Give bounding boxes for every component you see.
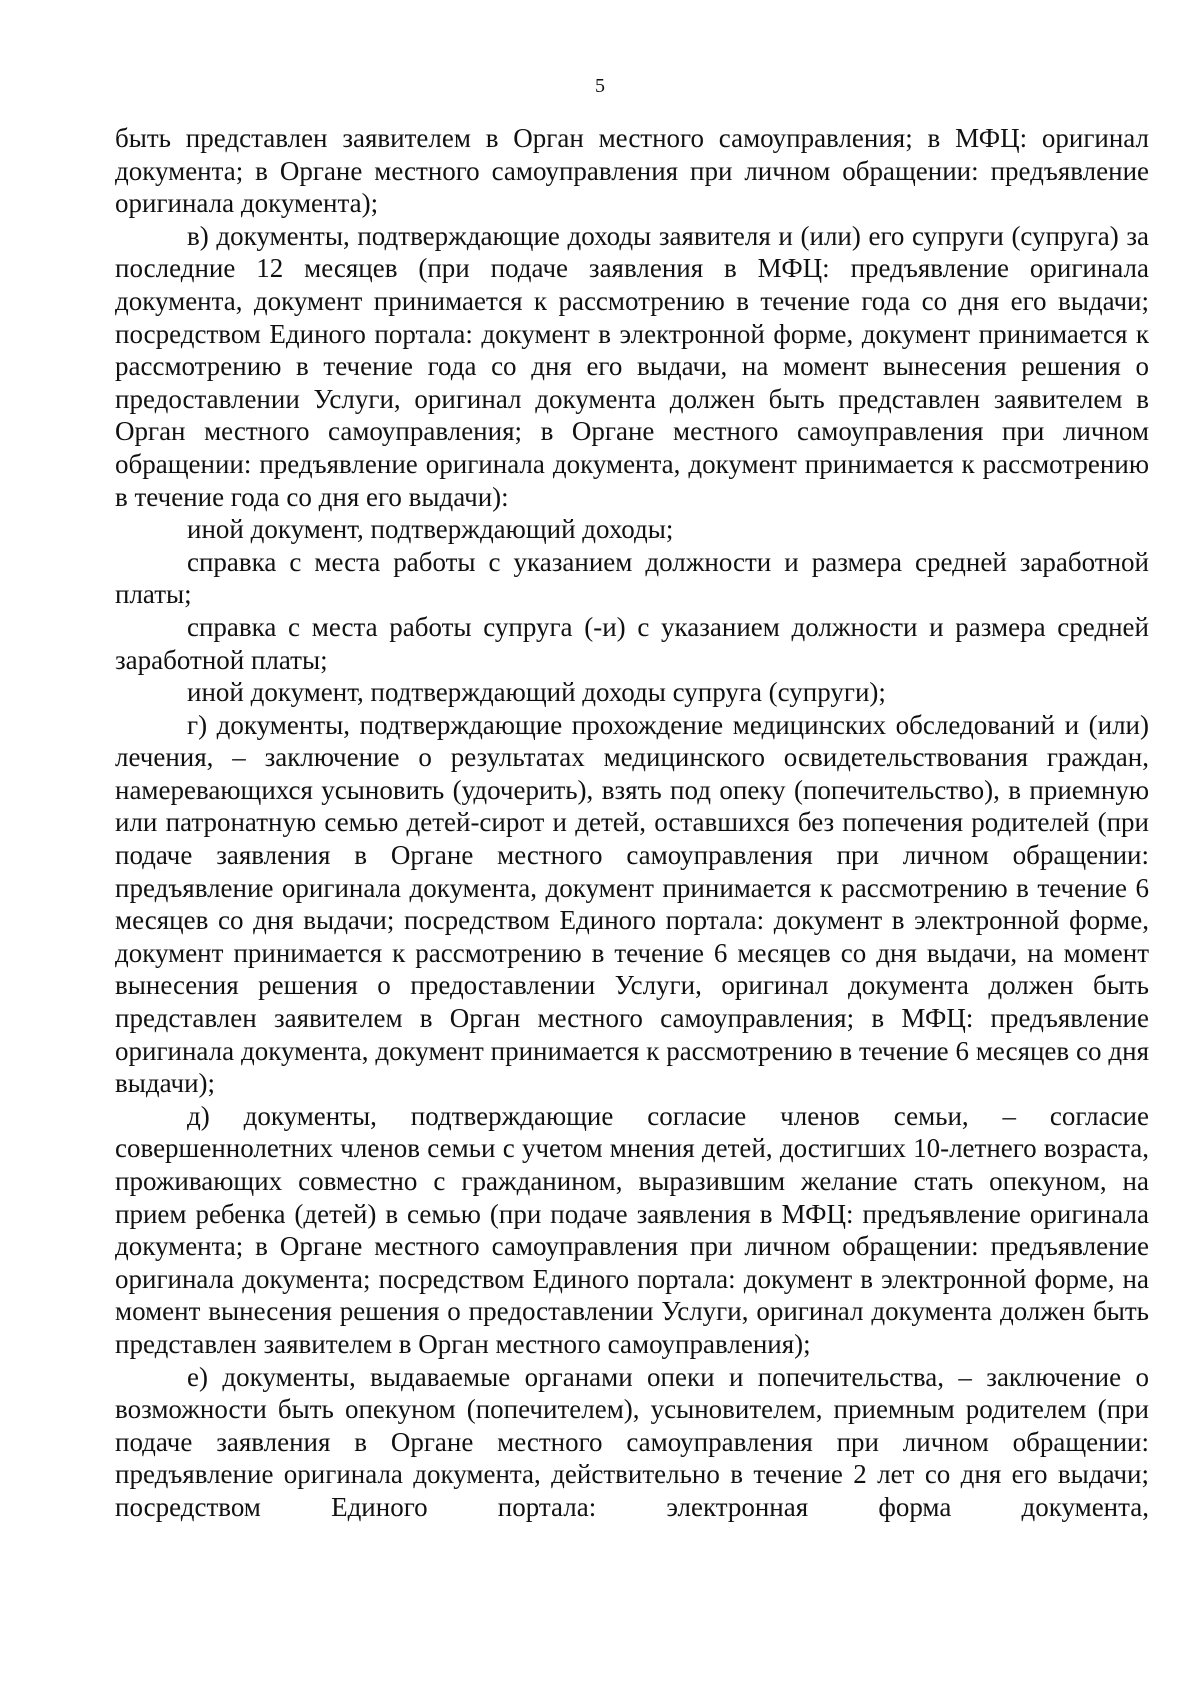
paragraph-guardianship-documents: е) документы, выдаваемые органами опеки и попечительства, – заключение о возможности быть опекуном (попечителем), усыновителем, приемным родителем (при подаче заявления в Органе местного самоуправления при личном обращении: предъявление оригинала документа, действительно в течение 2 лет со дня его выдачи; посредством Единого портала: электронная форма документа,: [115, 1361, 1149, 1522]
document-body: [115, 122, 1149, 1524]
page-number: 5: [595, 75, 605, 97]
paragraph-spouse-income-document: иной документ, подтверждающий доходы супруга (супруги);: [187, 677, 886, 708]
paragraph-medical-documents: г) документы, подтверждающие прохождение медицинских обследований и (или) лечения, – заключение о результатах медицинского освидетельствования граждан, намеревающихся усыновить (удочерить), взять под опеку (попечительство), в приемную или патронатную семью детей-сирот и детей, оставшихся без попечения родителей (при подаче заявления в Органе местного самоуправления при личном обращении: предъявление оригинала документа, документ принимается к рассмотрению в течение 6 месяцев со дня выдачи; посредством Единого портала: документ в электронной форме, документ принимается к рассмотрению в течение 6 месяцев со дня выдачи, на момент вынесения решения о предоставлении Услуги, оригинал документа должен быть представлен заявителем в Орган местного самоуправления; в МФЦ: предъявление оригинала документа, документ принимается к рассмотрению в течение 6 месяцев со дня выдачи);: [115, 709, 1149, 1099]
paragraph-income-documents: в) документы, подтверждающие доходы заявителя и (или) его супруги (супруга) за последние 12 месяцев (при подаче заявления в МФЦ: предъявление оригинала документа, документ принимается к рассмотрению в течение года со дня его выдачи; посредством Единого портала: документ в электронной форме, документ принимается к рассмотрению в течение года со дня его выдачи, на момент вынесения решения о предоставлении Услуги, оригинал документа должен быть представлен заявителем в Орган местного самоуправления; в Органе местного самоуправления при личном обращении: предъявление оригинала документа, документ принимается к рассмотрению в течение года со дня его выдачи):: [115, 220, 1149, 512]
paragraph-spouse-employment-certificate: справка с места работы супруга (-и) с указанием должности и размера средней заработной платы;: [115, 611, 1149, 675]
paragraph-employment-certificate: справка с места работы с указанием должности и размера средней заработной платы;: [115, 546, 1149, 610]
paragraph-continuation: быть представлен заявителем в Орган местного самоуправления; в МФЦ: оригинал документа; в Органе местного самоуправления при личном обращении: предъявление оригинала документа);: [115, 123, 1149, 219]
paragraph-other-income-document: иной документ, подтверждающий доходы;: [187, 514, 674, 545]
paragraph-family-consent: д) документы, подтверждающие согласие членов семьи, – согласие совершеннолетних членов семьи с учетом мнения детей, достигших 10-летнего возраста, проживающих совместно с гражданином, выразившим желание стать опекуном, на прием ребенка (детей) в семью (при подаче заявления в МФЦ: предъявление оригинала документа; в Органе местного самоуправления при личном обращении: предъявление оригинала документа; посредством Единого портала: документ в электронной форме, на момент вынесения решения о предоставлении Услуги, оригинал документа должен быть представлен заявителем в Орган местного самоуправления);: [115, 1100, 1149, 1359]
